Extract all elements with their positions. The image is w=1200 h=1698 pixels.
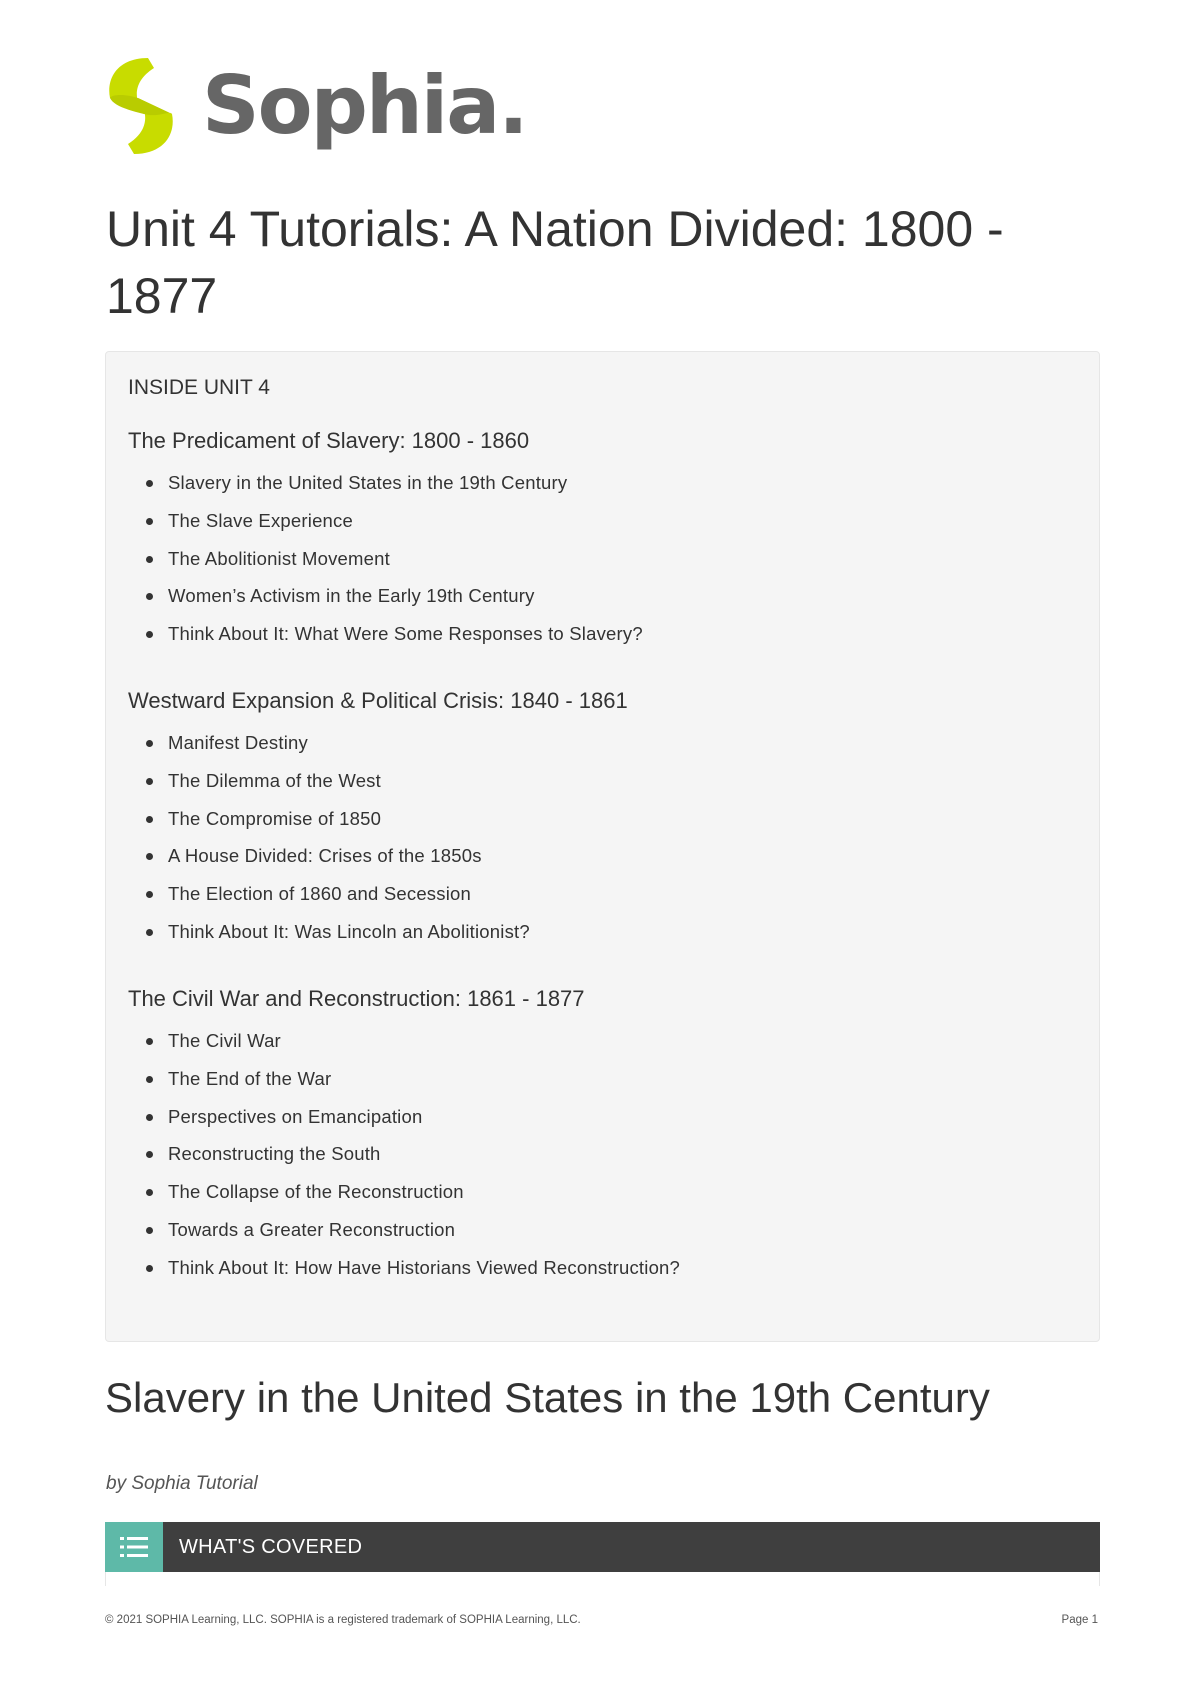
topic-item[interactable]: The Civil War <box>128 1026 680 1064</box>
sophia-logo <box>104 54 527 158</box>
bullet-icon <box>146 778 153 785</box>
bullet-icon <box>146 1189 153 1196</box>
topic-item[interactable]: Manifest Destiny <box>128 728 530 766</box>
whats-covered-icon-box <box>105 1522 163 1572</box>
bullet-icon <box>146 853 153 860</box>
bullet-icon <box>146 1114 153 1121</box>
whats-covered-body <box>105 1572 1100 1586</box>
footer-page-number: Page 1 <box>1061 1614 1098 1626</box>
bullet-icon <box>146 518 153 525</box>
bullet-icon <box>146 1151 153 1158</box>
whats-covered-label: WHAT'S COVERED <box>179 1535 363 1558</box>
topic-item[interactable]: Perspectives on Emancipation <box>128 1102 680 1140</box>
bullet-icon <box>146 816 153 823</box>
topic-item[interactable]: Slavery in the United States in the 19th Century <box>128 468 643 506</box>
topic-item[interactable]: The End of the War <box>128 1064 680 1102</box>
section-heading: Westward Expansion & Political Crisis: 1840 - 1861 <box>128 688 628 713</box>
sophia-logo-mark-icon <box>104 54 178 158</box>
list-icon <box>119 1535 149 1559</box>
footer-copyright: © 2021 SOPHIA Learning, LLC. SOPHIA is a registered trademark of SOPHIA Learning, LLC. <box>105 1614 581 1626</box>
sophia-wordmark: Sophia. <box>202 59 527 152</box>
topic-item[interactable]: The Compromise of 1850 <box>128 804 530 842</box>
topic-list <box>128 468 643 657</box>
bullet-icon <box>146 1227 153 1234</box>
topic-list <box>128 728 530 955</box>
unit-contents-box <box>105 351 1100 1342</box>
document-title: Unit 4 Tutorials: A Nation Divided: 1800 - 1877 <box>106 201 1004 324</box>
bullet-icon <box>146 593 153 600</box>
topic-item[interactable]: A House Divided: Crises of the 1850s <box>128 841 530 879</box>
topic-item[interactable]: The Abolitionist Movement <box>128 544 643 582</box>
whats-covered-header <box>105 1522 1100 1572</box>
topic-item[interactable]: Towards a Greater Reconstruction <box>128 1215 680 1253</box>
topic-item[interactable]: Women’s Activism in the Early 19th Century <box>128 581 643 619</box>
topic-item[interactable]: Reconstructing the South <box>128 1139 680 1177</box>
section-heading: The Civil War and Reconstruction: 1861 - 1877 <box>128 986 585 1011</box>
bullet-icon <box>146 480 153 487</box>
bullet-icon <box>146 1265 153 1272</box>
topic-item[interactable]: Think About It: What Were Some Responses to Slavery? <box>128 619 643 657</box>
topic-item[interactable]: The Collapse of the Reconstruction <box>128 1177 680 1215</box>
bullet-icon <box>146 891 153 898</box>
bullet-icon <box>146 556 153 563</box>
unit-box-label: INSIDE UNIT 4 <box>128 376 270 399</box>
tutorial-title: Slavery in the United States in the 19th Century <box>105 1374 990 1421</box>
byline: by Sophia Tutorial <box>106 1473 258 1494</box>
bullet-icon <box>146 1038 153 1045</box>
topic-item[interactable]: Think About It: How Have Historians Viewed Reconstruction? <box>128 1253 680 1291</box>
bullet-icon <box>146 1076 153 1083</box>
topic-list <box>128 1026 680 1291</box>
topic-item[interactable]: The Election of 1860 and Secession <box>128 879 530 917</box>
topic-item[interactable]: Think About It: Was Lincoln an Abolitionist? <box>128 917 530 955</box>
bullet-icon <box>146 740 153 747</box>
topic-item[interactable]: The Dilemma of the West <box>128 766 530 804</box>
bullet-icon <box>146 929 153 936</box>
topic-item[interactable]: The Slave Experience <box>128 506 643 544</box>
section-heading: The Predicament of Slavery: 1800 - 1860 <box>128 428 530 453</box>
bullet-icon <box>146 631 153 638</box>
